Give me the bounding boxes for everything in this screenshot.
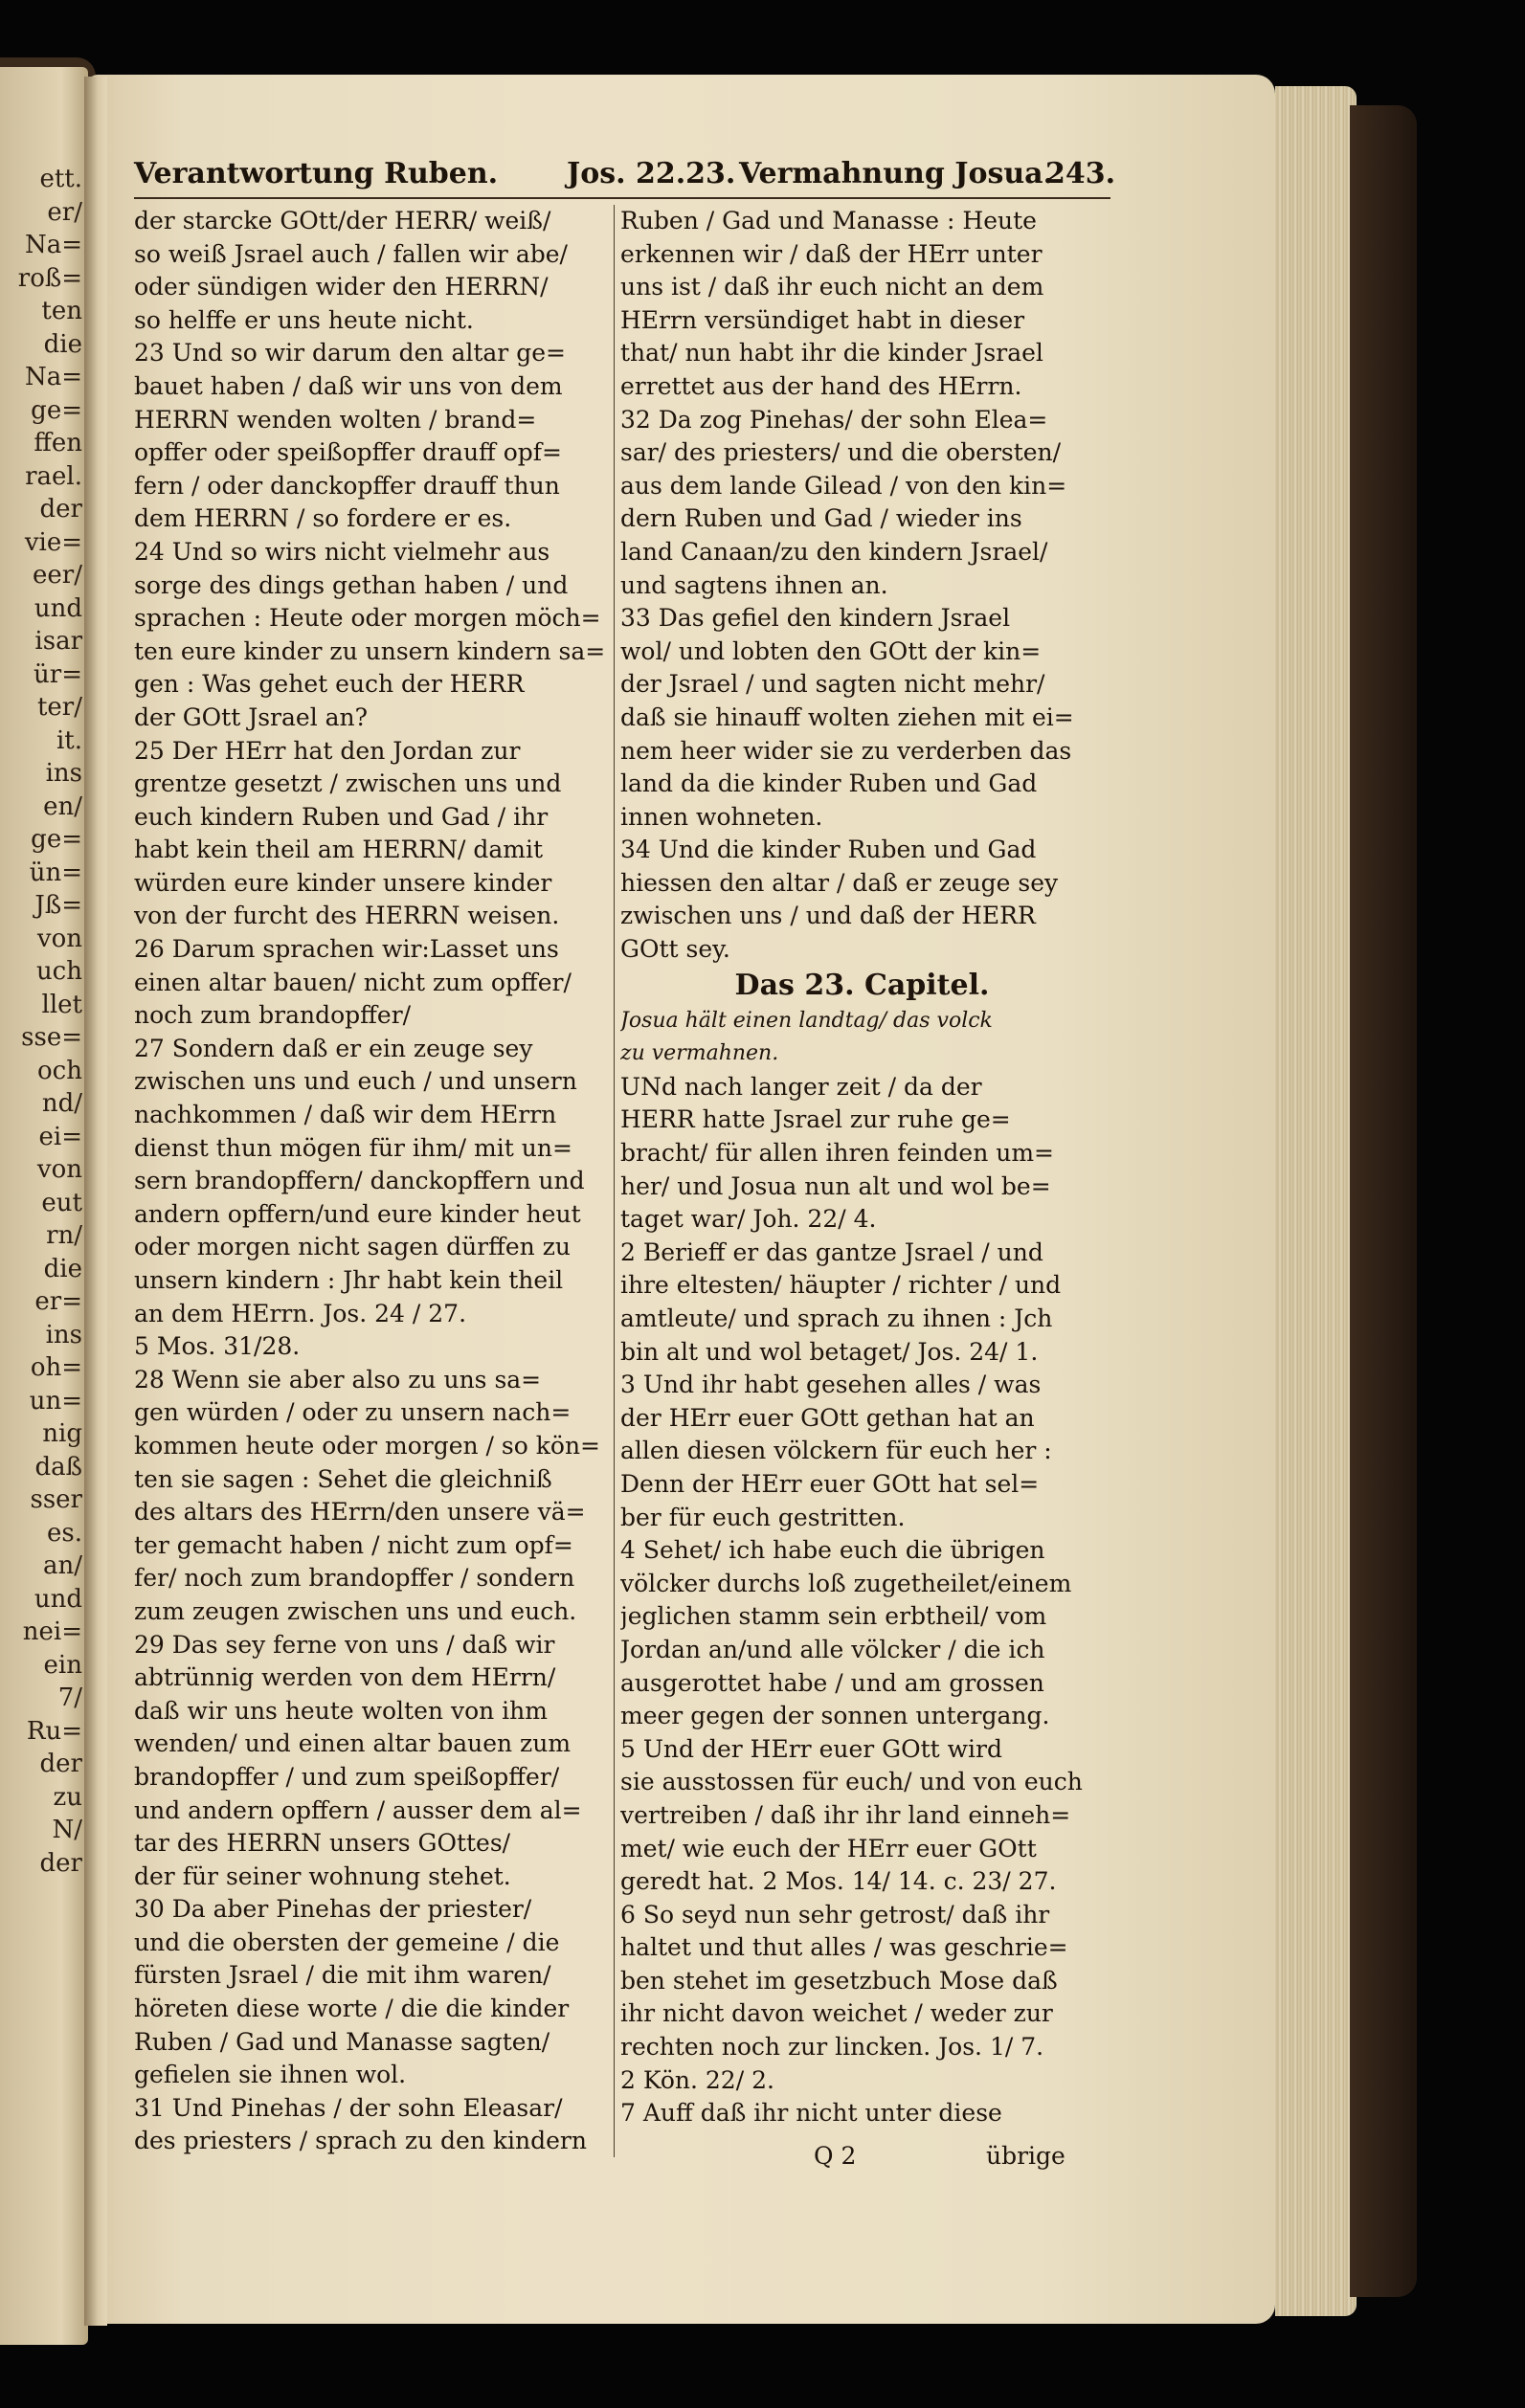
text-line: errettet aus der hand des HErrn. — [620, 371, 1022, 400]
text-line: so weiß Jsrael auch / fallen wir abe/ — [134, 239, 568, 268]
gutter — [84, 77, 107, 2326]
text-line: Ruben / Gad und Manasse : Heute — [620, 207, 1037, 234]
facing-page-line: es. — [47, 1518, 82, 1548]
text-line: taget war/ Joh. 22/ 4. — [620, 1205, 877, 1234]
text-line: brandopffer / und zum speißopffer/ — [134, 1762, 560, 1791]
text-line: dern Ruben und Gad / wieder ins — [620, 504, 1022, 533]
facing-page-line: an/ — [42, 1551, 82, 1580]
text-line: unsern kindern : Jhr habt kein theil — [134, 1266, 564, 1294]
facing-page-line: nig — [42, 1419, 82, 1448]
chapter-summary — [620, 1005, 1104, 1071]
text-line: 33 Das gefiel den kindern Jsrael — [620, 604, 1011, 633]
header-left: Verantwortung Ruben. — [134, 157, 499, 190]
text-line: grentze gesetzt / zwischen uns und — [134, 769, 562, 798]
text-line: bauet haben / daß wir uns von dem — [134, 371, 563, 400]
text-line: innen wohneten. — [620, 802, 823, 831]
facing-page-line: und — [34, 593, 82, 623]
text-line: 5 Und der HErr euer GOtt wird — [620, 1734, 1003, 1763]
text-line: 30 Da aber Pinehas der priester/ — [134, 1895, 532, 1924]
text-line: tar des HERRN unsers GOttes/ — [134, 1829, 511, 1858]
header-center: Jos. 22.23. — [567, 157, 736, 190]
facing-page-line: en/ — [43, 792, 82, 821]
facing-page-text — [0, 163, 88, 1880]
header-rule — [134, 197, 1110, 199]
text-line: uns ist / daß ihr euch nicht an dem — [620, 273, 1044, 301]
text-line: 24 Und so wirs nicht vielmehr aus — [134, 537, 550, 566]
text-line: 26 Darum sprachen wir:Lasset uns — [134, 935, 559, 964]
text-line: land da die kinder Ruben und Gad — [620, 769, 1038, 798]
text-line: gen : Was gehet euch der HERR — [134, 670, 525, 699]
text-line: an dem HErrn. Jos. 24 / 27. — [134, 1299, 467, 1327]
facing-page-line: rael. — [25, 461, 82, 491]
verses-chapter-22-end — [620, 205, 1104, 967]
text-line: nem heer wider sie zu verderben das — [620, 736, 1072, 765]
text-line: des altars des HErrn/den unsere vä= — [134, 1498, 586, 1527]
facing-page-line: Ru= — [26, 1716, 82, 1746]
text-line: 2 Berieff er das gantze Jsrael / und — [620, 1237, 1043, 1266]
summary-line: Josua hält einen landtag/ das volck — [620, 1008, 993, 1033]
facing-page-line: llet — [41, 990, 82, 1019]
right-column — [620, 205, 1104, 2130]
facing-page-line: Jß= — [34, 891, 82, 920]
facing-page-line: ins — [45, 1320, 82, 1349]
text-line: sie ausstossen für euch/ und von euch — [620, 1768, 1083, 1796]
text-line: sprachen : Heute oder morgen möch= — [134, 604, 601, 633]
facing-page-line: und — [34, 1584, 82, 1614]
left-column — [134, 205, 608, 2158]
text-line: geredt hat. 2 Mos. 14/ 14. c. 23/ 27. — [620, 1867, 1057, 1896]
text-line: wenden/ und einen altar bauen zum — [134, 1729, 572, 1758]
facing-page-line: von — [36, 924, 82, 953]
facing-page-line: nd/ — [41, 1089, 82, 1118]
text-line: habt kein theil am HERRN/ damit — [134, 836, 544, 864]
book-cover — [1350, 105, 1417, 2297]
facing-page-line: ten — [41, 297, 82, 325]
facing-page-line: it. — [56, 725, 82, 755]
facing-page-line: nei= — [22, 1617, 82, 1646]
text-line: von der furcht des HERRN weisen. — [134, 902, 560, 930]
facing-page-line: ter/ — [36, 693, 82, 722]
text-line: bracht/ für allen ihren feinden um= — [620, 1139, 1055, 1168]
facing-page-line: och — [37, 1056, 82, 1085]
text-line: dem HERRN / so fordere er es. — [134, 504, 512, 533]
facing-page-line: zu — [53, 1782, 82, 1812]
text-line: der HErr euer GOtt gethan hat an — [620, 1403, 1035, 1432]
text-line: HERR hatte Jsrael zur ruhe ge= — [620, 1105, 1011, 1134]
facing-page-line: ffen — [34, 429, 82, 457]
text-line: 31 Und Pinehas / der sohn Eleasar/ — [134, 2093, 563, 2122]
facing-page-line: 7/ — [57, 1683, 82, 1712]
facing-page-line: ei= — [38, 1122, 82, 1151]
text-line: ten eure kinder zu unsern kindern sa= — [134, 636, 606, 665]
text-line: 7 Auff daß ihr nicht unter diese — [620, 2099, 1002, 2128]
text-line: aus dem lande Gilead / von den kin= — [620, 471, 1067, 500]
text-line: met/ wie euch der HErr euer GOtt — [620, 1834, 1037, 1862]
text-line: Jordan an/und alle völcker / die ich — [620, 1635, 1045, 1663]
text-line: daß wir uns heute wolten von ihm — [134, 1696, 548, 1725]
facing-page-line: der — [39, 1750, 82, 1778]
text-line: noch zum brandopffer/ — [134, 1001, 412, 1030]
text-line: vertreiben / daß ihr ihr land einneh= — [620, 1800, 1071, 1829]
facing-page-line: er/ — [47, 197, 82, 227]
facing-page-line: sse= — [21, 1023, 82, 1052]
text-line: ter gemacht haben / nicht zum opf= — [134, 1530, 573, 1559]
text-line: und die obersten der gemeine / die — [134, 1928, 560, 1956]
text-line: meer gegen der sonnen untergang. — [620, 1702, 1050, 1730]
text-line: würden eure kinder unsere kinder — [134, 868, 552, 897]
text-line: ber für euch gestritten. — [620, 1503, 906, 1531]
text-line: nachkommen / daß wir dem HErrn — [134, 1101, 557, 1129]
facing-page-line: rn/ — [46, 1221, 82, 1250]
text-line: höreten diese worte / die die kinder — [134, 1995, 570, 2023]
text-line: rechten noch zur lincken. Jos. 1/ 7. — [620, 2033, 1044, 2062]
column-divider — [614, 205, 615, 2157]
page-number: 243. — [1045, 157, 1116, 190]
text-line: der starcke GOtt/der HERR/ weiß/ — [134, 207, 551, 234]
facing-page-line: ett. — [39, 165, 82, 193]
text-line: that/ nun habt ihr die kinder Jsrael — [620, 339, 1043, 368]
text-line: des priesters / sprach zu den kindern — [134, 2127, 587, 2155]
text-line: zwischen uns und euch / und unsern — [134, 1067, 577, 1096]
text-line: 5 Mos. 31/28. — [134, 1332, 301, 1361]
text-line: allen diesen völckern für euch her : — [620, 1437, 1052, 1465]
chapter-title: Das 23. Capitel. — [734, 968, 990, 1002]
text-line: gefielen sie ihnen wol. — [134, 2061, 407, 2089]
facing-page-line: ge= — [31, 825, 82, 854]
text-line: oder morgen nicht sagen dürffen zu — [134, 1233, 572, 1261]
text-line: so helffe er uns heute nicht. — [134, 305, 474, 334]
text-line: fern / oder danckopffer drauff thun — [134, 471, 560, 500]
header-right: Vermahnung Josua. — [739, 157, 1054, 190]
text-line: bin alt und wol betaget/ Jos. 24/ 1. — [620, 1337, 1039, 1366]
facing-page-line: roß= — [17, 263, 82, 293]
text-line: fürsten Jsrael / die mit ihm waren/ — [134, 1961, 551, 1990]
facing-page-line: vie= — [24, 527, 82, 557]
text-line: dienst thun mögen für ihm/ mit un= — [134, 1133, 572, 1162]
facing-page-line: ein — [43, 1650, 82, 1680]
text-line: opffer oder speißopffer drauff opf= — [134, 438, 563, 467]
facing-page-line: Na= — [24, 363, 82, 391]
text-line: zwischen uns / und daß der HERR — [620, 902, 1036, 930]
facing-page-line: ins — [45, 759, 82, 788]
text-line: haltet und thut alles / was geschrie= — [620, 1933, 1068, 1962]
facing-page-line: N/ — [52, 1816, 82, 1844]
text-line: ihre eltesten/ häupter / richter / und — [620, 1271, 1062, 1300]
text-line: der für seiner wohnung stehet. — [134, 1862, 511, 1890]
facing-page-line: daß — [34, 1452, 82, 1482]
facing-page-line: ür= — [34, 659, 82, 689]
text-line: hiessen den altar / daß er zeuge sey — [620, 868, 1059, 897]
summary-line: zu vermahnen. — [620, 1041, 779, 1066]
facing-page-line: Na= — [24, 231, 82, 259]
facing-page-line: die — [43, 329, 82, 359]
text-line: 6 So seyd nun sehr getrost/ daß ihr — [620, 1900, 1050, 1929]
text-line: daß sie hinauff wolten ziehen mit ei= — [620, 702, 1074, 731]
facing-page-line: eut — [41, 1188, 82, 1217]
text-line: und andern opffern / ausser dem al= — [134, 1795, 582, 1824]
facing-page-line: isar — [34, 627, 82, 656]
text-line: ben stehet im gesetzbuch Mose daß — [620, 1966, 1058, 1995]
text-line: völcker durchs loß zugetheilet/einem — [620, 1569, 1072, 1597]
text-line: 28 Wenn sie aber also zu uns sa= — [134, 1365, 542, 1394]
text-line: andern opffern/und eure kinder heut — [134, 1199, 581, 1228]
text-line: sar/ des priesters/ und die obersten/ — [620, 438, 1062, 467]
text-line: erkennen wir / daß der HErr unter — [620, 239, 1043, 268]
text-line: GOtt sey. — [620, 935, 730, 964]
text-line: zum zeugen zwischen uns und euch. — [134, 1596, 577, 1625]
facing-page-line: ün= — [29, 858, 82, 887]
facing-page-line: der — [39, 1848, 82, 1878]
text-line: 2 Kön. 22/ 2. — [620, 2065, 774, 2094]
text-line: ten sie sagen : Sehet die gleichniß — [134, 1464, 552, 1493]
text-line: wol/ und lobten den GOtt der kin= — [620, 636, 1042, 665]
text-line: einen altar bauen/ nicht zum opffer/ — [134, 968, 572, 996]
text-line: jeglichen stamm sein erbtheil/ vom — [620, 1602, 1047, 1631]
text-line: her/ und Josua nun alt und wol be= — [620, 1171, 1051, 1200]
facing-page-line: der — [39, 495, 82, 524]
text-line: ausgerottet habe / und am grossen — [620, 1668, 1044, 1697]
text-line: UNd nach langer zeit / da der — [620, 1072, 982, 1101]
facing-page-line: er= — [34, 1287, 82, 1316]
page-edges — [1275, 86, 1357, 2316]
signature-mark: Q 2 — [814, 2142, 857, 2170]
facing-page — [0, 67, 88, 2345]
text-line: 23 Und so wir darum den altar ge= — [134, 339, 566, 368]
facing-page-line: un= — [29, 1386, 82, 1416]
text-line: ihr nicht davon weichet / weder zur — [620, 1999, 1053, 2028]
text-line: Denn der HErr euer GOtt hat sel= — [620, 1469, 1040, 1498]
text-line: der Jsrael / und sagten nicht mehr/ — [620, 670, 1045, 699]
footer-marks — [814, 2142, 1101, 2174]
text-line: amtleute/ und sprach zu ihnen : Jch — [620, 1304, 1053, 1332]
facing-page-line: sser — [30, 1485, 82, 1514]
facing-page-line: uch — [35, 957, 82, 986]
text-line: 32 Da zog Pinehas/ der sohn Elea= — [620, 405, 1048, 434]
facing-page-line: ge= — [31, 395, 82, 425]
facing-page-line: oh= — [30, 1353, 82, 1382]
text-line: land Canaan/zu den kindern Jsrael/ — [620, 537, 1048, 566]
text-line: kommen heute oder morgen / so kön= — [134, 1431, 600, 1460]
text-line: euch kindern Ruben und Gad / ihr — [134, 802, 549, 831]
text-line: 34 Und die kinder Ruben und Gad — [620, 836, 1037, 864]
text-line: Ruben / Gad und Manasse sagten/ — [134, 2027, 550, 2056]
text-line: gen würden / oder zu unsern nach= — [134, 1398, 572, 1427]
text-line: und sagtens ihnen an. — [620, 570, 888, 599]
running-header — [134, 157, 1116, 195]
text-line: der GOtt Jsrael an? — [134, 702, 369, 731]
text-line: 29 Das sey ferne von uns / daß wir — [134, 1630, 555, 1659]
text-line: 4 Sehet/ ich habe euch die übrigen — [620, 1536, 1045, 1565]
text-line: HErrn versündiget habt in dieser — [620, 305, 1025, 334]
text-line: 25 Der HErr hat den Jordan zur — [134, 736, 521, 765]
text-line: sern brandopffern/ danckopffern und — [134, 1167, 585, 1195]
text-line: fer/ noch zum brandopffer / sondern — [134, 1564, 575, 1593]
facing-page-line: von — [36, 1155, 82, 1184]
catchword: übrige — [986, 2142, 1065, 2170]
facing-page-line: eer/ — [33, 561, 82, 590]
text-line: oder sündigen wider den HERRN/ — [134, 273, 549, 301]
text-line: HERRN wenden wolten / brand= — [134, 405, 537, 434]
text-line: sorge des dings gethan haben / und — [134, 570, 569, 599]
text-line: 27 Sondern daß er ein zeuge sey — [134, 1034, 533, 1062]
facing-page-line: die — [43, 1254, 82, 1283]
text-line: 3 Und ihr habt gesehen alles / was — [620, 1371, 1042, 1399]
verses-chapter-23 — [620, 1071, 1104, 2130]
text-line: abtrünnig werden von dem HErrn/ — [134, 1663, 556, 1692]
